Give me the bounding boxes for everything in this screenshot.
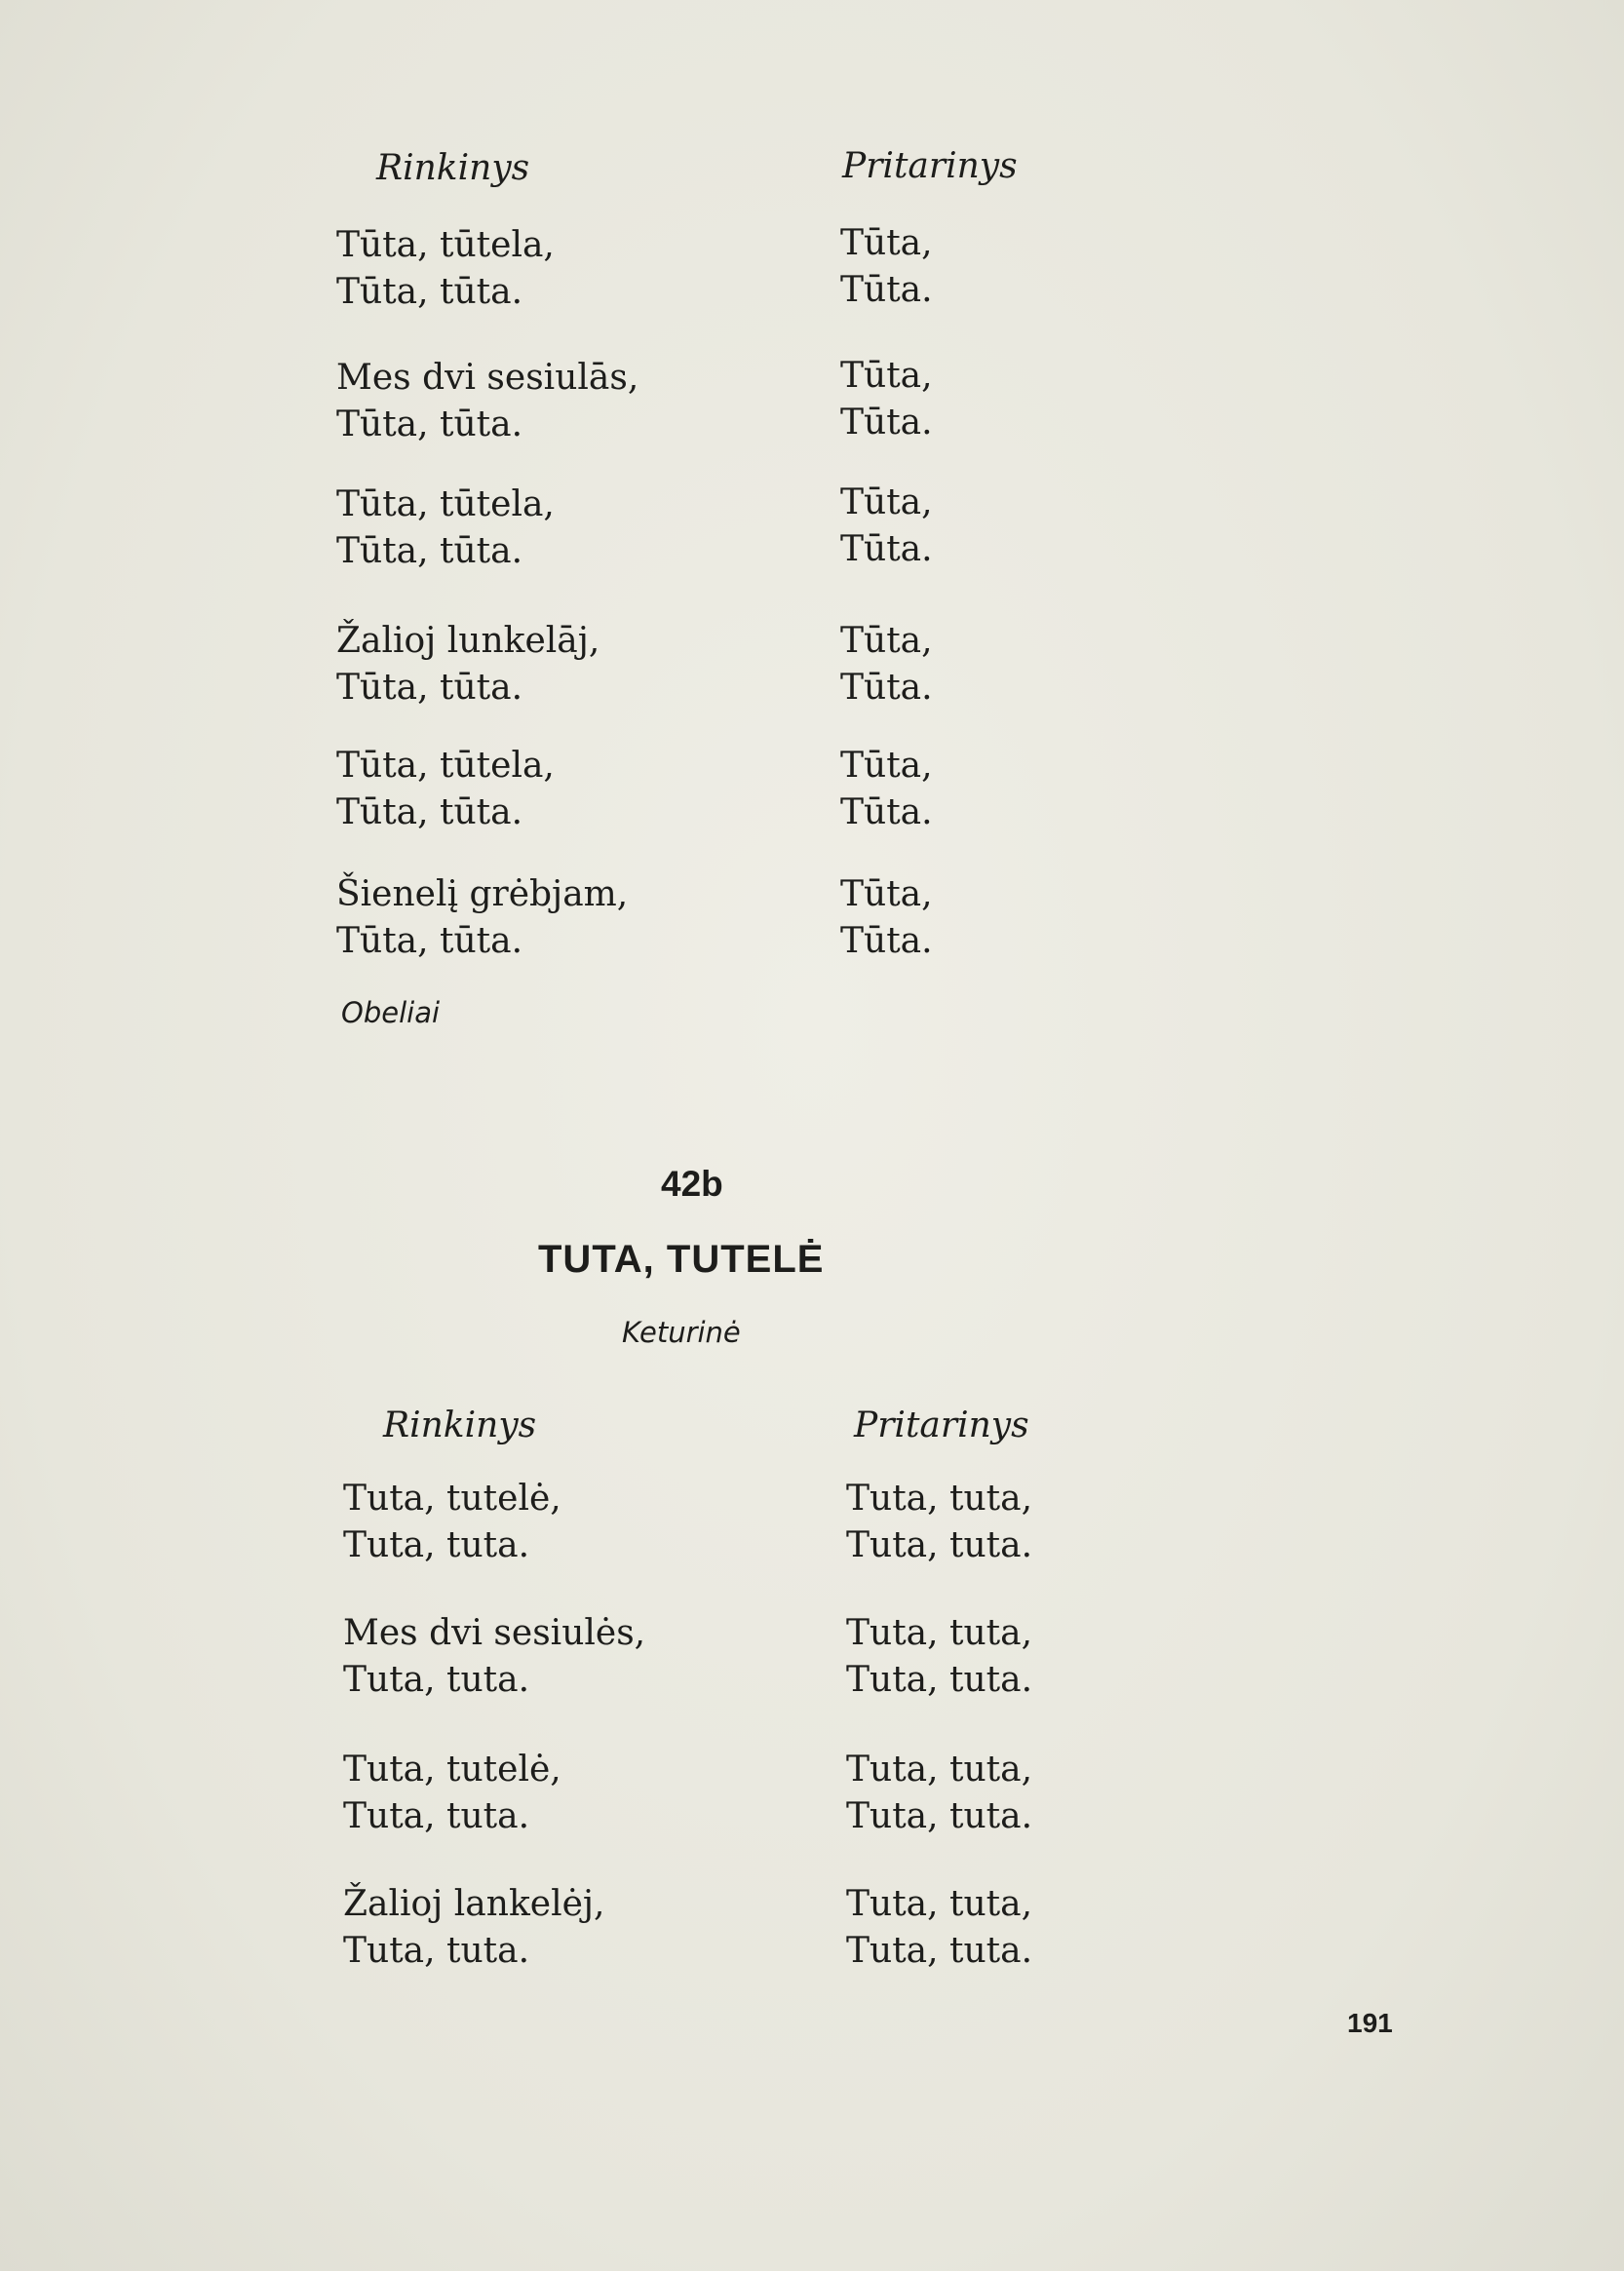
verse-line: Tūta, [840,874,933,914]
stanza-left [336,618,599,712]
verse-line: Tūta, tūta. [336,921,523,961]
verse-line: Tūta. [840,668,933,708]
verse-line: Tuta, tutelė, [343,1750,561,1790]
song-title: TUTA, TUTELĖ [538,1238,825,1281]
verse-line: Mes dvi sesiulės, [343,1613,646,1653]
stanza-left [336,222,555,316]
stanza-left [336,481,555,575]
verse-line: Žalioj lankelėj, [343,1884,605,1924]
stanza-right [840,618,933,712]
rinkinys-header: Rinkinys [383,1405,537,1445]
verse-line: Tuta, tuta, [846,1479,1033,1519]
verse-line: Tūta, [840,621,933,661]
verse-line: Tuta, tuta. [343,1931,530,1971]
verse-line: Tuta, tuta, [846,1884,1033,1924]
stanza-right [840,871,933,965]
verse-line: Tūta, [840,356,933,396]
verse-line: Tuta, tuta, [846,1750,1033,1790]
verse-line: Žalioj lunkelāj, [336,621,600,661]
stanza-left [343,1747,561,1840]
song-subtitle: Keturinė [622,1316,741,1349]
verse-line: Tuta, tuta. [343,1660,530,1700]
verse-line: Tūta, tūtela, [336,746,555,786]
stanza-left [336,871,628,965]
stanza-right [840,353,933,446]
verse-line: Tuta, tuta. [846,1660,1033,1700]
stanza-right [846,1747,1032,1840]
stanza-right [840,480,933,573]
stanza-left [343,1476,561,1569]
verse-line: Tūta, tūta. [336,272,523,312]
verse-line: Tūta, tūta. [336,792,523,832]
stanza-right [846,1881,1032,1975]
stanza-left [343,1610,645,1704]
verse-line: Tūta, tūta. [336,668,523,708]
verse-line: Šienelį grėbjam, [336,874,629,914]
stanza-right [840,743,933,836]
verse-line: Tūta, [840,746,933,786]
verse-line: Tūta, tūtela, [336,225,555,265]
page-number: 191 [1347,2008,1393,2038]
stanza-left [336,743,555,836]
verse-line: Mes dvi sesiulās, [336,358,639,398]
verse-line: Tuta, tuta. [846,1525,1033,1565]
verse-line: Tūta, [840,482,933,522]
verse-line: Tūta, tūtela, [336,484,555,524]
verse-line: Tūta. [840,529,933,569]
verse-line: Tūta, tūta. [336,531,523,571]
verse-line: Tūta. [840,792,933,832]
stanza-left [336,355,638,448]
verse-line: Tuta, tuta. [343,1796,530,1836]
verse-line: Tuta, tuta. [846,1796,1033,1836]
pritarinys-header: Pritarinys [854,1405,1029,1445]
stanza-left [343,1881,605,1975]
verse-line: Tūta, [840,223,933,263]
stanza-right [846,1610,1032,1704]
verse-line: Tūta. [840,270,933,310]
pritarinys-header: Pritarinys [842,146,1018,186]
stanza-right [840,220,933,314]
verse-line: Tuta, tuta, [846,1613,1033,1653]
rinkinys-header: Rinkinys [376,148,530,188]
place-of-recording: Obeliai [341,996,441,1029]
verse-line: Tūta. [840,403,933,443]
verse-line: Tūta, tūta. [336,404,523,444]
verse-line: Tūta. [840,921,933,961]
song-number: 42b [661,1164,723,1204]
verse-line: Tuta, tuta. [343,1525,530,1565]
stanza-right [846,1476,1032,1569]
verse-line: Tuta, tutelė, [343,1479,561,1519]
verse-line: Tuta, tuta. [846,1931,1033,1971]
